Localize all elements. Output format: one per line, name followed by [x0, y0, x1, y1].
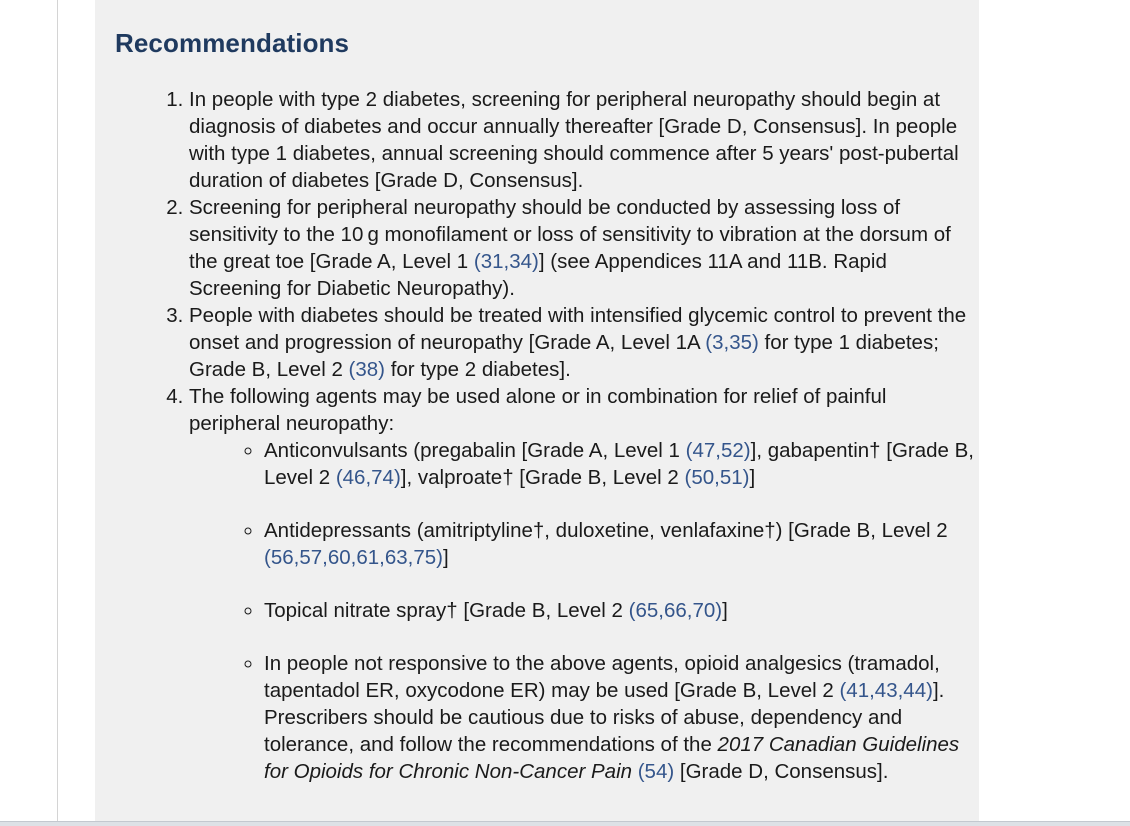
recommendations-panel — [95, 0, 979, 821]
reference-link[interactable]: (46,74) — [335, 466, 401, 489]
recommendation-2: 2. Screening for peripheral neuropathy should be conducted by assessing loss of sensitivity to the 10 g monofilament or loss of sensitivity to vibration at the dorsum of the great toe [Grade A, Level 1 (31,34)] (see Appendices 11A and 11B. Rapid Screening for Diabetic Neuropathy). — [189, 194, 979, 302]
bottom-divider — [0, 821, 1130, 826]
agent-topical-nitrate: ◦ Topical nitrate spray† [Grade B, Level 2 (65,66,70)] — [264, 597, 979, 624]
reference-link[interactable]: (54) — [637, 760, 675, 783]
reference-link[interactable]: (56,57,60,61,63,75) — [264, 546, 443, 569]
recommendation-4: 4. The following agents may be used alone or in combination for relief of painful peripheral neuropathy: ◦ Anticonvulsants (pregabalin [Grade A, Level 1 (47,52)], gabapentin† [Grade B, Level 2 (46,74)], valproate† [Grade B, Level 2 (50,51)] ◦ Antidepressants (amitriptyline†, duloxetine, venlafaxine†) [Grade B, Level 2 (56,57,60,61,63,75)] ◦ Topical nitrate spray† [Grade B, Level 2 (65,66,70)] ◦ In people not responsive to the above agents, opioid analgesics (tramadol, tapentadol ER, oxycodone ER) may be used [Grade B, Level 2 (41,43,44)]. Prescribers should be cautious due to risks of abuse, dependency and tolerance, and follow the recommendations of the 2017 Canadian Guidelines for Opioids for Chronic Non-Cancer Pain (54) [Grade D, Consensus]. — [189, 383, 979, 785]
reference-link[interactable]: (38) — [348, 358, 386, 381]
left-divider — [57, 0, 58, 822]
agent-anticonvulsants: ◦ Anticonvulsants (pregabalin [Grade A, Level 1 (47,52)], gabapentin† [Grade B, Level 2 (46,74)], valproate† [Grade B, Level 2 (50,51)] — [264, 437, 979, 491]
agent-antidepressants: ◦ Antidepressants (amitriptyline†, duloxetine, venlafaxine†) [Grade B, Level 2 (56,57,60,61,63,75)] — [264, 517, 979, 571]
agent-opioids: ◦ In people not responsive to the above agents, opioid analgesics (tramadol, tapentadol ER, oxycodone ER) may be used [Grade B, Level 2 (41,43,44)]. Prescribers should be cautious due to risks of abuse, dependency and tolerance, and follow the recommendations of the 2017 Canadian Guidelines for Opioids for Chronic Non-Cancer Pain (54) [Grade D, Consensus]. — [264, 650, 979, 785]
section-title: Recommendations — [115, 28, 350, 58]
reference-link[interactable]: (41,43,44) — [839, 679, 933, 702]
reference-link[interactable]: (47,52) — [685, 439, 751, 462]
recommendation-1: 1. In people with type 2 diabetes, screening for peripheral neuropathy should begin at diagnosis of diabetes and occur annually thereafter [Grade D, Consensus]. In people with type 1 diabetes, annual screening should commence after 5 years' post-pubertal duration of diabetes [Grade D, Consensus]. — [189, 86, 979, 194]
reference-link[interactable]: (50,51) — [684, 466, 750, 489]
reference-link[interactable]: (3,35) — [705, 331, 759, 354]
reference-link[interactable]: (31,34) — [473, 250, 539, 273]
recommendations-list — [189, 86, 979, 785]
recommendation-3: 3. People with diabetes should be treated with intensified glycemic control to prevent the onset and progression of neuropathy [Grade A, Level 1A (3,35) for type 1 diabetes; Grade B, Level 2 (38) for type 2 diabetes]. — [189, 302, 979, 383]
agents-list — [189, 437, 979, 785]
reference-link[interactable]: (65,66,70) — [628, 599, 723, 622]
guideline-title: 2017 Canadian Guidelines for Opioids for Chronic Non-Cancer Pain — [264, 733, 960, 783]
